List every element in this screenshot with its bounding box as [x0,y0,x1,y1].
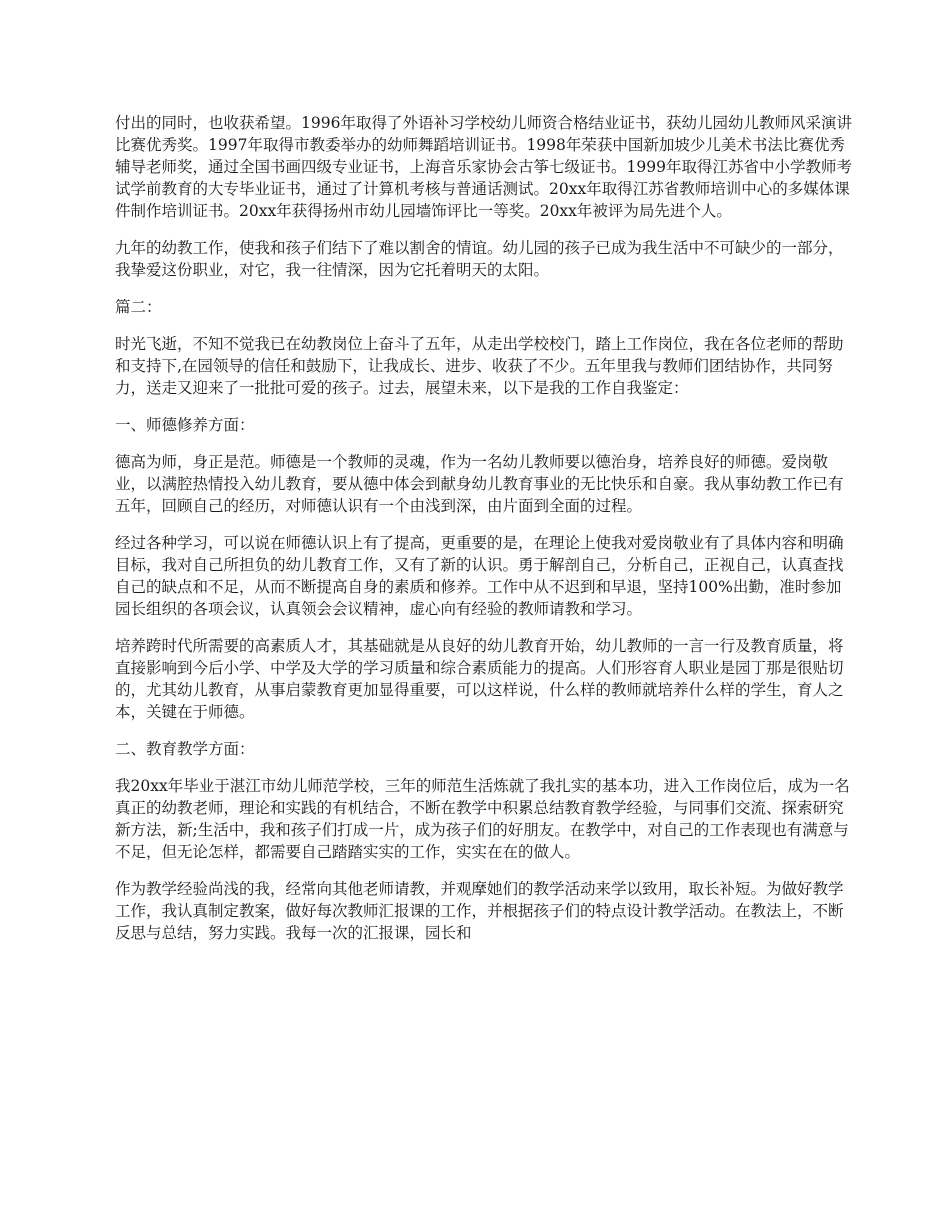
paragraph-ethics-talent: 培养跨时代所需要的高素质人才，其基础就是从良好的幼儿教育开始，幼儿教师的一言一行及教育质量，将直接影响到今后小学、中学及大学的学习质量和综合素质能力的提高。人们形容育人职业是园丁那是很贴切的，尤其幼儿教育，从事启蒙教育更加显得重要，可以这样说，什么样的教师就培养什么样的学生，育人之本，关键在于师德。 [115,637,844,721]
heading-teaching: 二、教育教学方面： [115,740,255,758]
paragraph-teaching-graduation: 我20xx年毕业于湛江市幼儿师范学校，三年的师范生活炼就了我扎实的基本功，进入工作岗位后，成为一名真正的幼教老师，理论和实践的有机结合，不断在教学中积累总结教育教学经验，与同事们交流、探索研究新方法，新;生活中，我和孩子们打成一片，成为孩子们的好朋友。在教学中，对自己的工作表现也有满意与不足，但无论怎样，都需要自己踏踏实实的工作，实实在在的做人。 [115,777,850,861]
paragraph-achievements: 付出的同时，也收获希望。1996年取得了外语补习学校幼儿师资合格结业证书，获幼儿园幼儿教师风采演讲比赛优秀奖。1997年取得市教委举办的幼师舞蹈培训证书。1998年荣获中国新加坡少儿美术书法比赛优秀辅导老师奖，通过全国书画四级专业证书，上海音乐家协会古筝七级证书。1999年取得江苏省中小学教师考试学前教育的大专毕业证书，通过了计算机考核与普通话测试。20xx年取得江苏省教师培训中心的多媒体课件制作培训证书。20xx年获得扬州市幼儿园墙饰评比一等奖。20xx年被评为局先进个人。 [115,114,852,220]
paragraph-nine-years: 九年的幼教工作，使我和孩子们结下了难以割舍的情谊。幼儿园的孩子已成为我生活中不可缺少的一部分，我挚爱这份职业，对它，我一往情深，因为它托着明天的太阳。 [115,239,844,279]
heading-teacher-ethics: 一、师德修养方面： [115,416,255,434]
section-label-part-two: 篇二： [115,298,162,316]
paragraph-ethics-study: 经过各种学习，可以说在师德认识上有了提高，更重要的是，在理论上使我对爱岗敬业有了具体内容和明确目标，我对自己所担负的幼儿教育工作，又有了新的认识。勇于解剖自己，分析自己，正视自己，认真查找自己的缺点和不足，从而不断提高自身的素质和修养。工作中从不迟到和早退，坚持100%出勤，准时参加园长组织的各项会议，认真领会会议精神，虚心向有经验的教师请教和学习。 [115,534,844,618]
paragraph-teaching-experience: 作为教学经验尚浅的我，经常向其他老师请教，并观摩她们的教学活动来学以致用，取长补短。为做好教学工作，我认真制定教案，做好每次教师汇报课的工作，并根据孩子们的特点设计教学活动。在教法上，不断反思与总结，努力实践。我每一次的汇报课，园长和 [115,880,844,942]
paragraph-time-flies: 时光飞逝，不知不觉我已在幼教岗位上奋斗了五年，从走出学校校门，踏上工作岗位，我在各位老师的帮助和支持下,在园领导的信任和鼓励下，让我成长、进步、收获了不少。五年里我与教师们团结协作，共同努力，送走又迎来了一批批可爱的孩子。过去，展望未来，以下是我的工作自我鉴定： [115,335,844,397]
document-body [115,112,855,959]
paragraph-ethics-intro: 德高为师，身正是范。师德是一个教师的灵魂，作为一名幼儿教师要以德治身，培养良好的师德。爱岗敬业，以满腔热情投入幼儿教育，要从德中体会到献身幼儿教育事业的无比快乐和自豪。我从事幼教工作已有五年，回顾自己的经历，对师德认识有一个由浅到深，由片面到全面的过程。 [115,453,844,515]
